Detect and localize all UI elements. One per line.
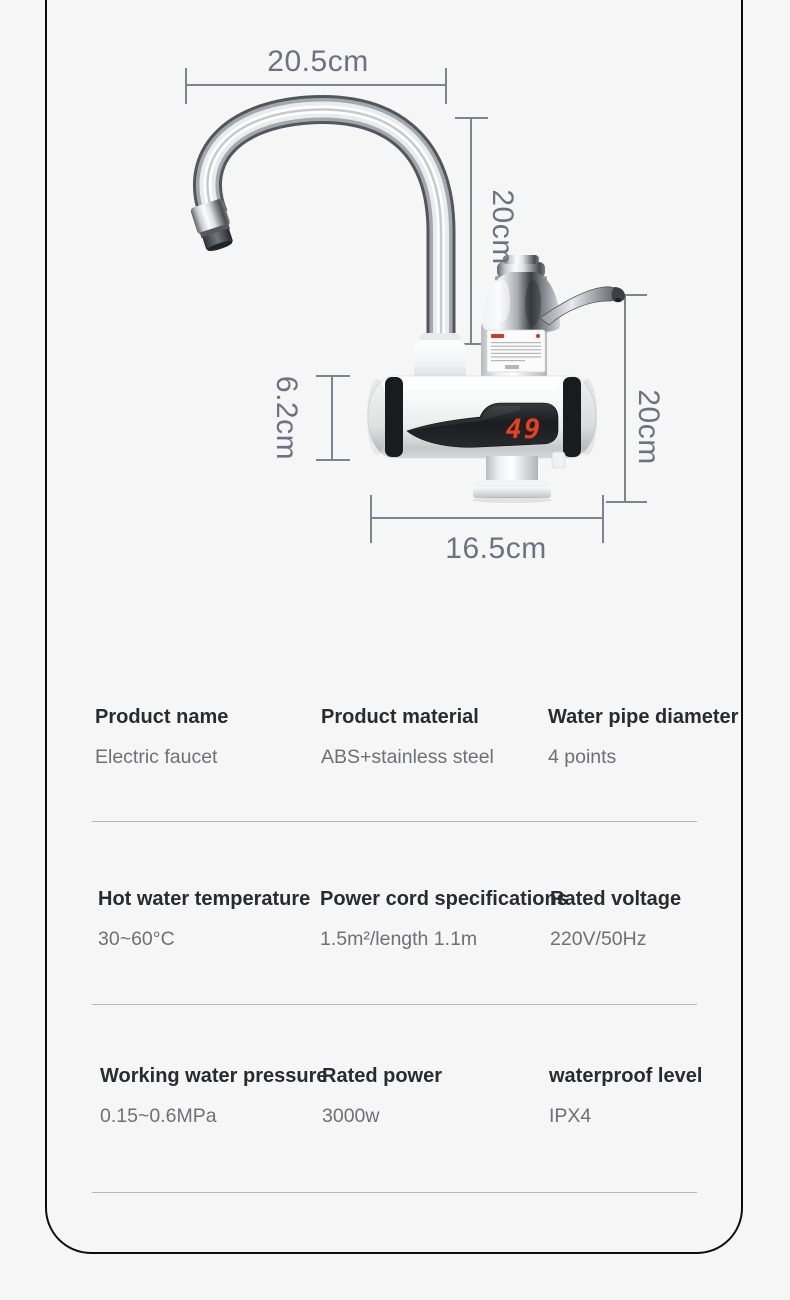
dimension-label-body-diameter: 6.2cm bbox=[270, 375, 303, 461]
outlet-pipe bbox=[472, 456, 552, 503]
spec-value: ABS+stainless steel bbox=[321, 746, 494, 768]
spec-cell bbox=[100, 1065, 327, 1128]
black-ring-right bbox=[563, 377, 581, 457]
spec-value: Electric faucet bbox=[95, 746, 218, 768]
spec-label: Product material bbox=[321, 706, 479, 728]
black-ring-left bbox=[385, 377, 403, 457]
mounting-flange bbox=[473, 487, 551, 498]
warning-sticker bbox=[487, 330, 545, 372]
spec-label: Power cord specifications bbox=[320, 888, 568, 910]
spec-value: 3000w bbox=[322, 1105, 380, 1127]
spec-value: 0.15~0.6MPa bbox=[100, 1105, 217, 1127]
spec-label: Working water pressure bbox=[100, 1065, 328, 1087]
dimension-label-spout-height: 20cm bbox=[486, 189, 519, 265]
aerator-tip bbox=[190, 198, 237, 254]
row-divider bbox=[92, 821, 697, 822]
side-button-nub bbox=[552, 452, 565, 468]
dimension-label-body-length: 16.5cm bbox=[445, 532, 547, 565]
dimension-line-body-diameter bbox=[316, 376, 350, 460]
heater-unit bbox=[481, 255, 625, 382]
spec-value: 30~60°C bbox=[98, 928, 175, 950]
spec-cell bbox=[548, 706, 738, 769]
spec-label: Water pipe diameter bbox=[548, 706, 739, 728]
spec-label: Rated voltage bbox=[550, 888, 682, 910]
spec-label: waterproof level bbox=[549, 1065, 703, 1087]
dimension-line-spout-height bbox=[455, 118, 489, 344]
spec-label: Rated power bbox=[322, 1065, 443, 1087]
spec-label: Product name bbox=[95, 706, 229, 728]
spec-value: 4 points bbox=[548, 746, 617, 768]
spec-value: 1.5m²/length 1.1m bbox=[320, 928, 478, 950]
spec-cell bbox=[549, 1065, 702, 1128]
spec-cell bbox=[321, 706, 494, 769]
spec-cell bbox=[95, 706, 228, 769]
display-value: 49 bbox=[505, 414, 543, 445]
dimension-label-unit-height: 20cm bbox=[632, 389, 665, 465]
spec-value: IPX4 bbox=[549, 1105, 592, 1127]
dimension-label-spout-width: 20.5cm bbox=[267, 45, 369, 78]
spec-cell bbox=[320, 888, 568, 951]
row-divider bbox=[92, 1004, 697, 1005]
body-cylinder bbox=[367, 376, 597, 458]
spec-cell bbox=[550, 888, 681, 951]
row-divider bbox=[92, 1192, 697, 1193]
spec-cell bbox=[98, 888, 310, 951]
spec-value: 220V/50Hz bbox=[550, 928, 647, 950]
gooseneck-spout bbox=[207, 110, 441, 345]
spec-label: Hot water temperature bbox=[98, 888, 311, 910]
spec-cell bbox=[322, 1065, 442, 1128]
